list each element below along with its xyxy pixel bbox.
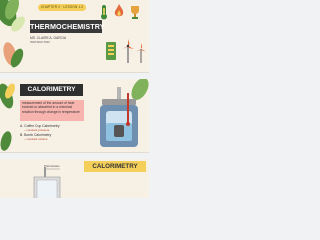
leaf-decoration-icon — [0, 81, 17, 111]
calorimetry-types-list — [20, 124, 92, 142]
slide-thumbnail-3[interactable] — [0, 159, 149, 198]
slide-thumbnail-2[interactable] — [0, 79, 149, 153]
list-item-label: B. Bomb Calorimetry — [20, 132, 52, 137]
definition-box: measurement of the amount of heat evolved or absorbed in a chemical reaction through change in temperature — [20, 100, 84, 121]
slide-thumbnail-1[interactable] — [0, 0, 149, 73]
leaf-decoration-icon — [0, 129, 14, 153]
leaf-decoration-icon — [0, 0, 26, 38]
list-item — [20, 124, 92, 133]
list-item — [20, 133, 92, 142]
flame-icon — [112, 3, 126, 19]
author-name: MS. CLAIRE A. GARCIA — [30, 36, 67, 40]
slide-title: CALORIMETRY — [84, 161, 146, 172]
list-item-note: – constant volume — [24, 137, 48, 142]
heater-icon — [104, 40, 118, 62]
slide-title: THERMOCHEMISTRY — [30, 22, 105, 31]
leaf-decoration-icon — [2, 40, 24, 70]
slide-title: CALORIMETRY — [20, 84, 83, 96]
wind-turbine-icon — [134, 42, 148, 64]
thermometer-icon — [98, 4, 110, 20]
trophy-icon — [128, 4, 142, 20]
list-item-note: – constant pressure — [24, 128, 50, 133]
author-block — [30, 36, 66, 45]
list-item-label: A. Coffee Cup Calorimetry — [20, 124, 60, 128]
calorimeter-illustration — [94, 87, 144, 151]
diagram-label-thermometer: Thermometer — [44, 165, 60, 168]
slide-divider — [0, 152, 149, 153]
author-role: INSTRUCTOR — [30, 40, 50, 45]
slide-divider — [0, 72, 149, 73]
lesson-label: CHAPTER 2 · LESSON 1.2 — [38, 4, 86, 11]
coffee-cup-calorimeter-diagram — [20, 163, 80, 198]
